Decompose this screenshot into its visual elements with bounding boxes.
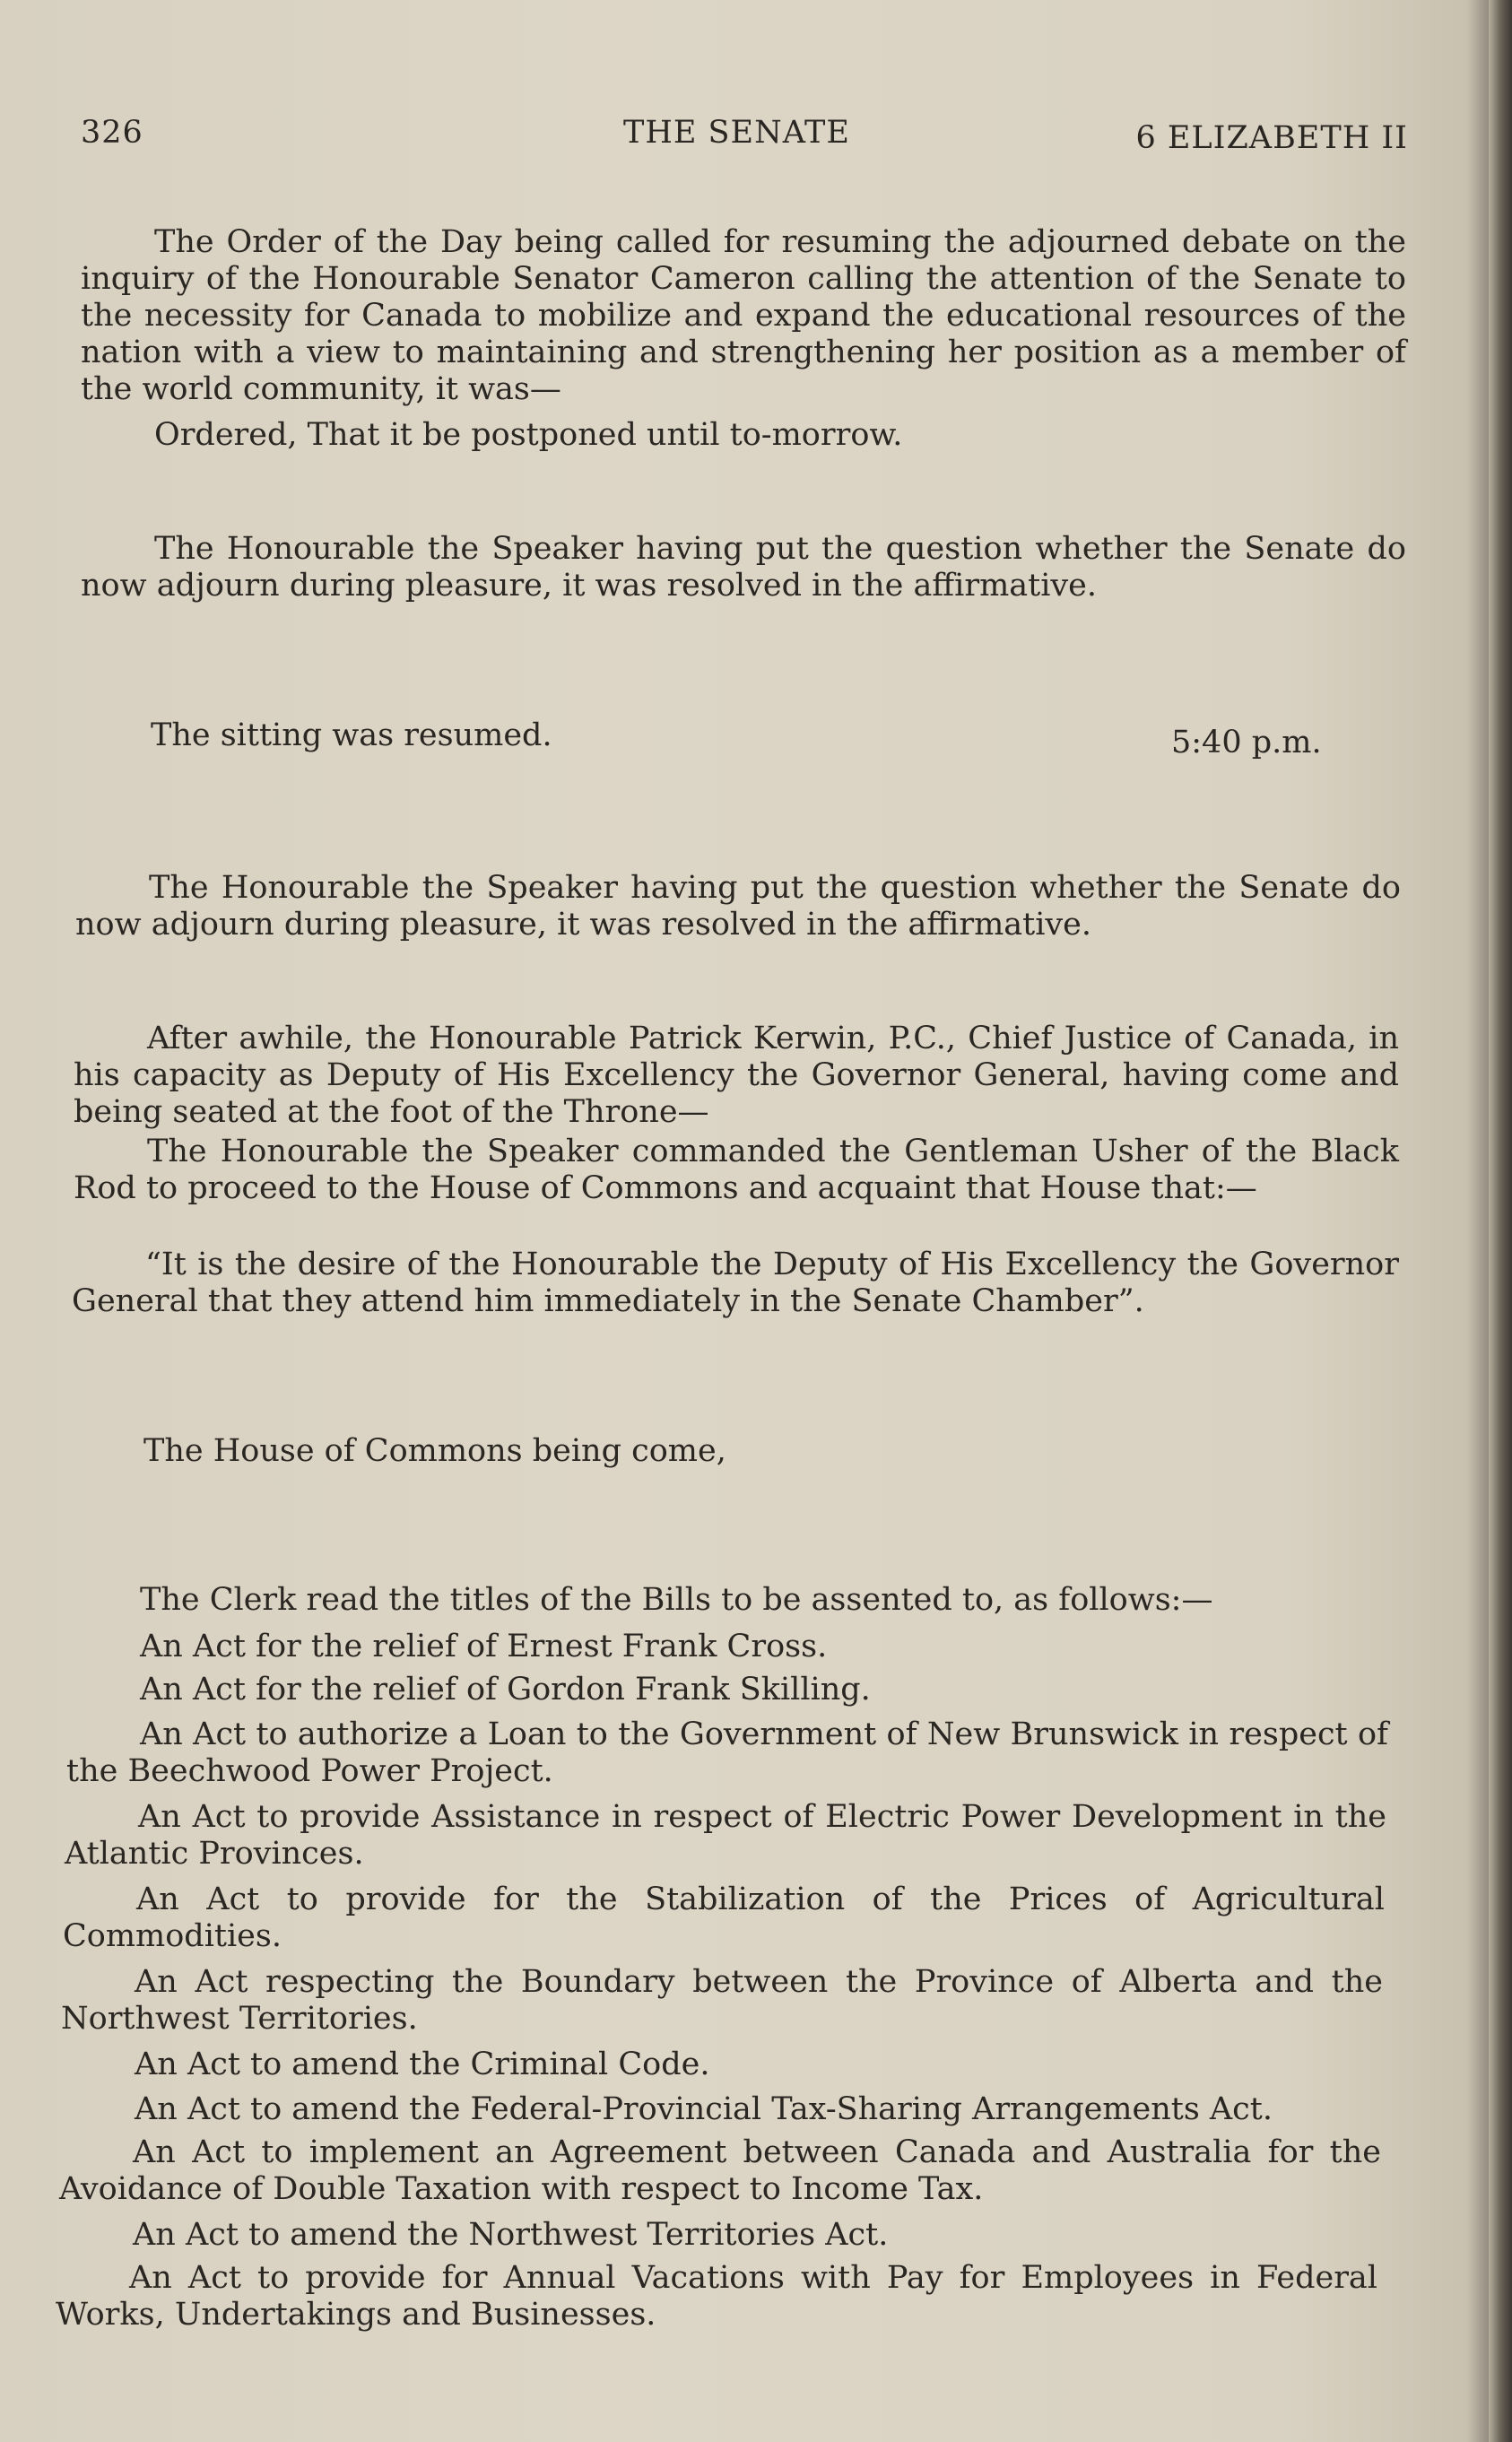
act-item: An Act to authorize a Loan to the Government of New Brunswick in respect of the Beechwood Power Project. [66,1716,1388,1789]
resumed-time: 5:40 p.m. [1171,725,1322,760]
adjourn-paragraph-1: The Honourable the Speaker having put the question whether the Senate do now adjourn during pleasure, it was resolved in the affirmative. [81,531,1406,604]
act-item: An Act to amend the Federal-Provincial Tax-Sharing Arrangements Act. [135,2091,1273,2127]
sitting-resumed-text: The sitting was resumed. [151,717,552,753]
journal-title: THE SENATE [623,115,850,151]
session-label: 6 ELIZABETH II [1135,120,1408,156]
act-item: An Act to provide for the Stabilization of the Prices of Agricultural Commodities. [63,1881,1385,1954]
act-item: An Act respecting the Boundary between the Province of Alberta and the Northwest Territories. [61,1964,1383,2037]
page-number: 326 [81,115,143,151]
act-item: An Act to provide Assistance in respect of Electric Power Development in the Atlantic Provinces. [65,1799,1386,1872]
act-item: An Act to amend the Northwest Territories Act. [133,2217,889,2253]
act-item: An Act for the relief of Ernest Frank Cross. [140,1629,828,1664]
ordered-paragraph: Ordered, That it be postponed until to-morrow. [154,417,903,453]
act-item: An Act for the relief of Gordon Frank Skilling. [140,1672,871,1708]
order-of-day-paragraph: The Order of the Day being called for resuming the adjourned debate on the inquiry of the Honourable Senator Cameron calling the attention of the Senate to the necessity for Canada to mobilize and expand the educational resources of the nation with a view to maintaining and strengthening her position as a member of the world community, it was— [81,224,1406,407]
usher-paragraph: The Honourable the Speaker commanded the Gentleman Usher of the Black Rod to proceed to the House of Commons and acquaint that House that:— [74,1134,1399,1206]
page-edge-shadow [1489,0,1512,2442]
clerk-read-titles: The Clerk read the titles of the Bills to be assented to, as follows:— [140,1582,1213,1618]
adjourn-paragraph-2: The Honourable the Speaker having put the question whether the Senate do now adjourn during pleasure, it was resolved in the affirmative. [75,870,1401,943]
commons-come-text: The House of Commons being come, [143,1433,726,1469]
after-awhile-paragraph: After awhile, the Honourable Patrick Kerwin, P.C., Chief Justice of Canada, in his capacity as Deputy of His Excellency the Governor General, having come and being seated at the foot of the Throne— [74,1021,1399,1130]
desire-quote-paragraph: “It is the desire of the Honourable the Deputy of His Excellency the Governor General that they attend him immediately in the Senate Chamber”. [72,1247,1399,1319]
running-header [81,115,1408,160]
act-item: An Act to implement an Agreement between Canada and Australia for the Avoidance of Double Taxation with respect to Income Tax. [59,2134,1381,2207]
act-item: An Act to amend the Criminal Code. [135,2047,710,2082]
act-item: An Act to provide for Annual Vacations with Pay for Employees in Federal Works, Undertakings and Businesses. [56,2260,1377,2333]
